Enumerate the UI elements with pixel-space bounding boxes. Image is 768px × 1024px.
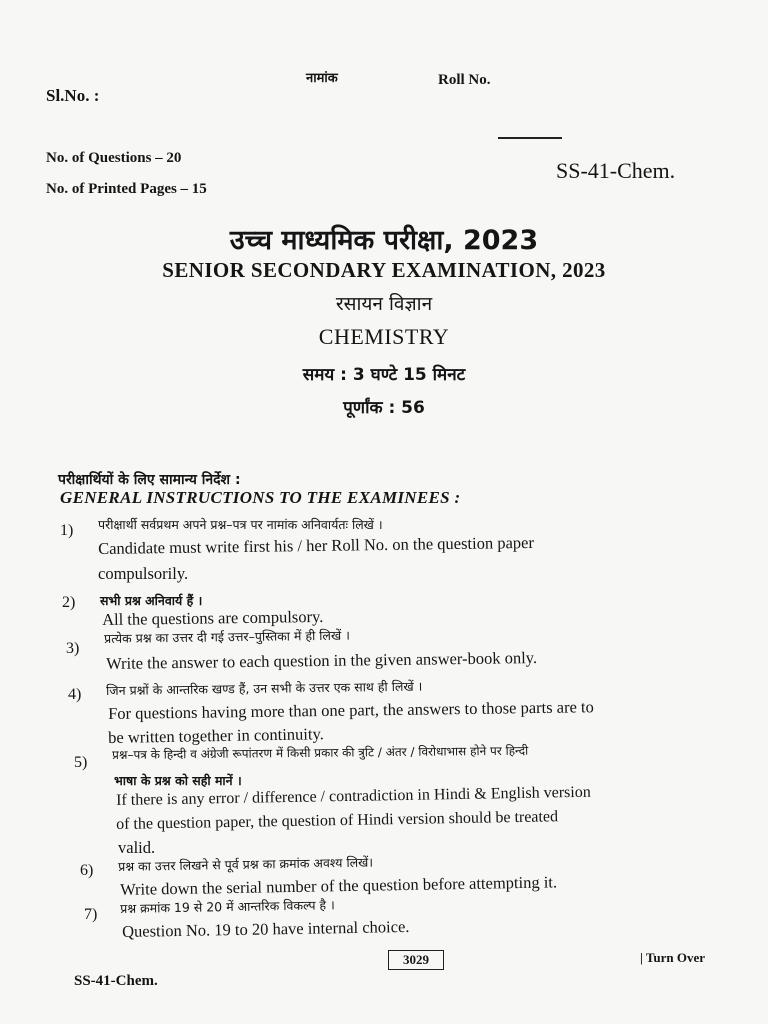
instruction-text-hindi: प्रश्न का उत्तर लिखने से पूर्व प्रश्न का क्रमांक अवश्य लिखें। [118, 854, 374, 874]
exam-title-hindi: उच्च माध्यमिक परीक्षा, 2023 [229, 225, 539, 256]
instruction-text-english: Question No. 19 to 20 have internal choice. [122, 916, 410, 941]
instruction-text-hindi: जिन प्रश्नों के आन्तरिक खण्ड हैं, उन सभी के उत्तर एक साथ ही लिखें । [106, 678, 423, 698]
instruction-text-hindi: प्रश्न–पत्र के हिन्दी व अंग्रेजी रूपांतरण में किसी प्रकार की त्रुटि / अंतर / विरोधाभास होने पर हिन्दी [112, 743, 529, 762]
instruction-text-english: valid. [118, 838, 156, 857]
exam-time: समय : 3 घण्टे 15 मिनट [302, 365, 466, 385]
instruction-text-hindi: प्रश्न क्रमांक 19 से 20 में आन्तरिक विकल्प है । [120, 897, 335, 916]
instructions-heading-hindi: परीक्षार्थियों के लिए सामान्य निर्देश : [58, 472, 241, 488]
instruction-text-english: For questions having more than one part, the answers to those parts are to [108, 697, 594, 723]
instruction-number: 4) [68, 686, 82, 703]
instruction-text-hindi: परीक्षार्थी सर्वप्रथम अपने प्रश्न–पत्र पर नामांक अनिवार्यतः लिखें । [98, 517, 383, 532]
instruction-number: 2) [62, 594, 76, 611]
instructions-heading-english: GENERAL INSTRUCTIONS TO THE EXAMINEES : [60, 488, 461, 507]
roll-number-line [498, 137, 562, 139]
number-of-pages: No. of Printed Pages – 15 [46, 181, 207, 197]
instruction-text-english: All the questions are compulsory. [102, 606, 324, 629]
instruction-text-hindi: प्रत्येक प्रश्न का उत्तर दी गई उत्तर–पुस्तिका में ही लिखें । [104, 627, 351, 646]
max-marks: पूर्णांक : 56 [343, 398, 425, 418]
turn-over-label: | Turn Over [640, 950, 705, 965]
instruction-text-hindi: सभी प्रश्न अनिवार्य हैं । [100, 593, 203, 608]
instruction-text-english: Candidate must write first his / her Roll No. on the question paper [98, 532, 535, 558]
roll-number-label: Roll No. [438, 72, 491, 88]
roll-number-label-hindi: नामांक [306, 71, 338, 86]
page-code-box: 3029 [388, 950, 444, 970]
instruction-number: 7) [84, 906, 98, 923]
instruction-text-english: compulsorily. [98, 564, 189, 583]
instruction-text-english: Write down the serial number of the question before attempting it. [120, 872, 558, 899]
instruction-number: 3) [66, 640, 80, 657]
instruction-text-english: of the question paper, the question of Hindi version should be treated [116, 808, 559, 833]
subject-english: CHEMISTRY [318, 324, 450, 349]
number-of-questions: No. of Questions – 20 [46, 150, 182, 166]
serial-number-label: Sl.No. : [46, 86, 100, 105]
instruction-text-hindi: भाषा के प्रश्न को सही मानें । [114, 773, 242, 788]
instruction-text-english: be written together in continuity. [108, 724, 324, 747]
subject-hindi: रसायन विज्ञान [335, 293, 433, 315]
instruction-number: 5) [74, 754, 88, 771]
instruction-text-english: Write the answer to each question in the given answer-book only. [106, 647, 538, 673]
exam-title-english: SENIOR SECONDARY EXAMINATION, 2023 [162, 258, 606, 282]
instruction-number: 1) [60, 522, 74, 539]
instruction-text-english: If there is any error / difference / contradiction in Hindi & English version [116, 783, 591, 809]
paper-code: SS-41-Chem. [556, 158, 676, 183]
footer-paper-code: SS-41-Chem. [74, 973, 158, 989]
instruction-number: 6) [80, 862, 94, 879]
